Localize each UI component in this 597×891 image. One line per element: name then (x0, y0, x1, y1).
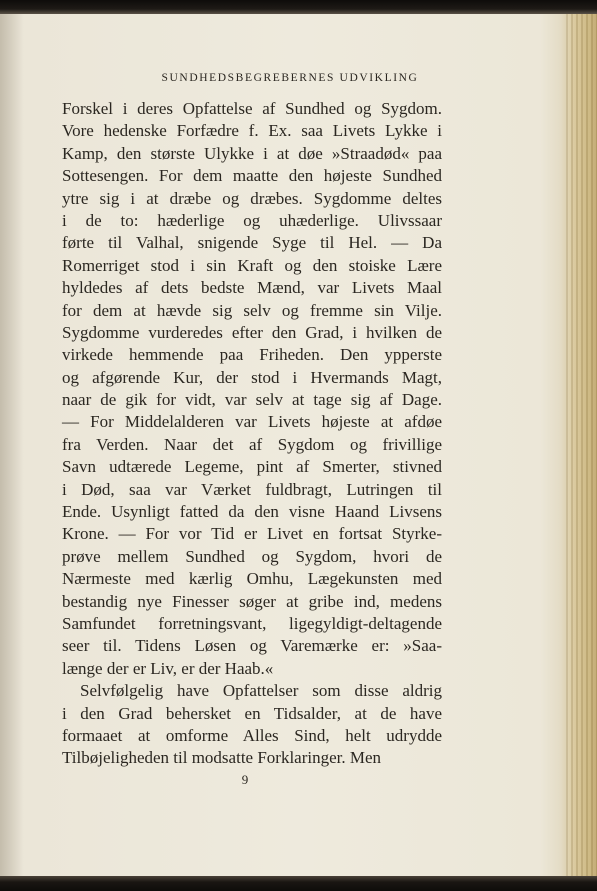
text-line: seer til. Tidens Løsen og Varemærke er: »Saa- (62, 636, 442, 656)
text-line: hyldedes af dets bedste Mænd, var Livets Maal (62, 278, 442, 298)
text-line: i de to: hæderlige og uhæderlige. Ulivssaar (62, 210, 442, 230)
text-line: Sygdomme vurderedes efter den Grad, i hvilken de (62, 322, 442, 342)
text-line: Ende. Usynligt fatted da den visne Haand Livsens (62, 502, 442, 522)
text-line: Romerriget stod i sin Kraft og den stoiske Lære (62, 255, 442, 275)
text-line: og afgørende Kur, der stod i Hvermands Magt, (62, 367, 442, 387)
text-line: Tilbøjeligheden til modsatte Forklaringer. Men (62, 748, 382, 768)
text-line: bestandig nye Finesser søger at gribe ind, medens (62, 591, 442, 611)
text-line: førte til Valhal, snigende Syge til Hel. — Da (62, 233, 442, 253)
page-number: 9 (241, 772, 249, 787)
text-line: længe der er Liv, er der Haab.« (62, 658, 274, 678)
text-line: virkede hemmende paa Friheden. Den ypperste (62, 345, 442, 365)
text-line: Vore hedenske Forfædre f. Ex. saa Livets Lykke i (62, 121, 442, 141)
page-bottom-edge (0, 876, 597, 891)
text-line: — For Middelalderen var Livets højeste at afdøe (62, 412, 442, 432)
text-line: i Død, saa var Værket fuldbragt, Lutringen til (62, 479, 442, 499)
body-text (62, 98, 442, 770)
page-top-edge (0, 0, 597, 14)
text-line: for dem at hævde sig selv og fremme sin Vilje. (62, 300, 442, 320)
text-line: Forskel i deres Opfattelse af Sundhed og Sygdom. (62, 99, 442, 118)
text-line: ytre sig i at dræbe og dræbes. Sygdomme deltes (62, 188, 442, 208)
text-line: prøve mellem Sundhed og Sygdom, hvori de (62, 546, 442, 566)
page-edge-fore (566, 14, 597, 876)
text-line: Savn udtærede Legeme, pint af Smerter, stivned (62, 457, 442, 477)
text-line: Kamp, den største Ulykke i at døe »Straadød« paa (62, 143, 442, 163)
running-head: SUNDHEDSBEGREBERNES UDVIKLING (161, 72, 419, 84)
text-line: Samfundet forretningsvant, ligegyldigt-deltagende (62, 613, 442, 633)
text-line: Krone. — For vor Tid er Livet en fortsat Styrke- (62, 524, 442, 544)
text-line: fra Verden. Naar det af Sygdom og frivillige (62, 434, 442, 454)
text-line: Nærmeste med kærlig Omhu, Lægekunsten med (62, 569, 442, 589)
text-line: i den Grad behersket en Tidsalder, at de have (62, 703, 442, 723)
binding-shadow (0, 14, 24, 876)
text-line: Selvfølgelig have Opfattelser som disse aldrig (80, 681, 442, 701)
text-line: naar de gik for vidt, var selv at tage sig af Dage. (62, 390, 442, 410)
text-line: Sottesengen. For dem maatte den højeste Sundhed (62, 166, 442, 186)
text-line: formaaet at omforme Alles Sind, helt udrydde (62, 725, 442, 745)
